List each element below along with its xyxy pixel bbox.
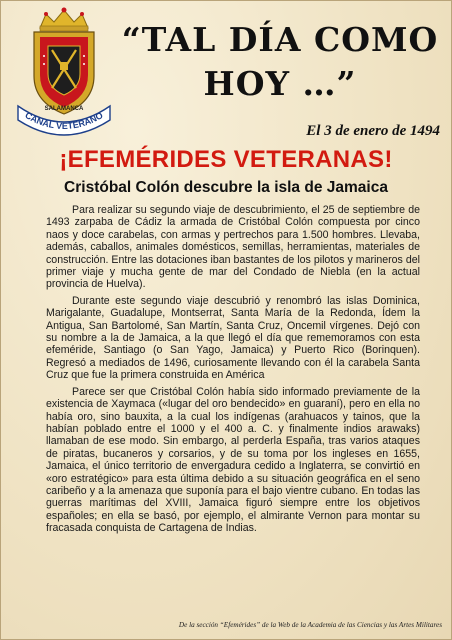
footer-credit: De la sección “Efemérides” de la Web de la Academia de las Ciencias y las Artes Militares xyxy=(178,621,442,629)
date-line: El 3 de enero de 1494 xyxy=(306,123,440,139)
paragraph-3: Parece ser que Cristóbal Colón había sido informado previamente de la existencia de Xaymaca («lugar del oro bendecido» en guaraní), pero en ella no había oro, sino bauxita, a la cual los indígenas (arahuacos y tainos, que la habían poblado entre el 1000 y el 400 a. C. y finalmente indios arawaks) llamaban de ese modo. Sin embargo, al perderla España, tras varios ataques de piratas, bucaneros y corsarios, y de su toma por los ingleses en 1655, Jamaica, el único territorio de envergadura cedido a Inglaterra, se convirtió en «oro estratégico» para esta última debido a su situación geográfica en el seno caribeño y a la amenaza que suponía para el bajo vientre cubano. En todas las guerras marítimas del XVIII, Jamaica figuró siempre entre los objetivos españoles; en ella se basó, por ejemplo, el almirante Vernon para montar su fracasada conquista de Cartagena de Indias. xyxy=(46,385,420,535)
canal-veterano-crest-logo xyxy=(10,6,118,136)
page-title xyxy=(120,18,440,106)
crest-top-text: SALAMANCA xyxy=(44,106,84,112)
paragraph-1: Para realizar su segundo viaje de descubrimiento, el 25 de septiembre de 1493 zarpaba de Cádiz la armada de Cristóbal Colón compuesta por cinco naos y doce carabelas, con armas y pertrechos para 1.500 hombres. Llevaba, además, caballos, animales domésticos, semillas, herramientas, materiales de construcción. Entre las dotaciones iban bastantes de los pilotos y marineros del primer viaje y mucha gente de mar del Condado de Niebla (en la actual provincia de Huelva). xyxy=(46,204,420,291)
article-subheading: Cristóbal Colón descubre la isla de Jamaica xyxy=(64,179,388,196)
crest-ribbon-text: CANAL VETERANO xyxy=(23,110,105,132)
paragraph-2: Durante este segundo viaje descubrió y renombró las islas Dominica, Marigalante, Guadalupe, Montserrat, Santa María de la Redonda, Ídem la Antigua, San Bartolomé, San Martín, Santa Cruz, Oncemil vírgenes. Dejó con su nombre a la de Jamaica, a la que llegó el día que rememoramos con esta efeméride, Santiago (o San Yago, Jamaica) y Puerto Rico (Borinquen). Regresó a mediados de 1496, curiosamente llevando con él la carabela Santa Cruz que fue la primera construida en América xyxy=(46,294,420,382)
crest-shield-icon xyxy=(10,6,118,136)
title-line-1: “TAL DÍA COMO xyxy=(121,20,439,59)
title-line-2: HOY …” xyxy=(203,64,357,103)
section-heading: ¡EFEMÉRIDES VETERANAS! xyxy=(59,146,393,173)
article-body xyxy=(46,204,420,539)
